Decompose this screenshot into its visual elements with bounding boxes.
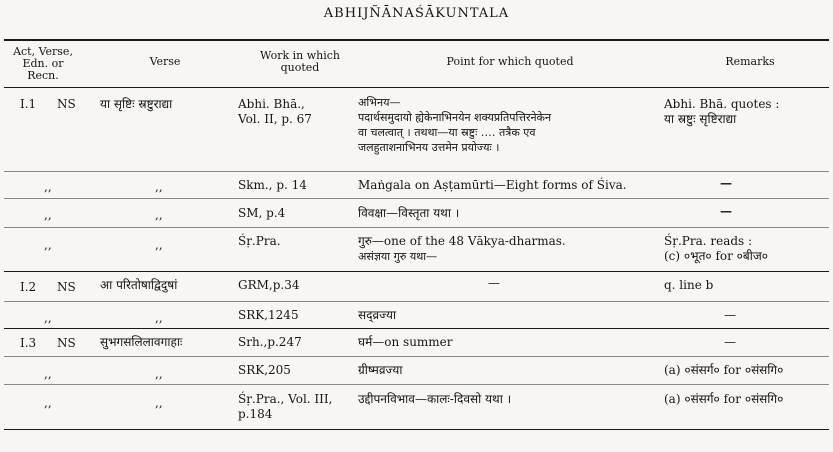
- work-cell: Śṛ.Pra., Vol. III, p.184: [238, 392, 333, 421]
- verse-cell: आ परितोषाद्विदुषां: [100, 278, 178, 292]
- act-cell: I.3: [20, 336, 37, 350]
- header-act-verse: Act, Verse, Edn. or Recn.: [13, 45, 73, 82]
- act-cell: I.1: [20, 97, 37, 111]
- ns-cell: NS: [57, 336, 76, 350]
- ns-cell: NS: [57, 97, 76, 111]
- remarks-cell: q. line b: [664, 278, 714, 292]
- row-divider: [4, 198, 829, 199]
- work-cell: SM, p.4: [238, 206, 286, 220]
- verse-cell: या सृष्टिः स्रष्टुराद्या: [100, 97, 173, 111]
- remarks-cell: —: [724, 308, 736, 322]
- header-remarks: Remarks: [725, 55, 775, 68]
- verse-cell: ,,: [155, 367, 163, 381]
- work-cell: Skm., p. 14: [238, 178, 307, 192]
- act-cell: ,,: [44, 208, 52, 222]
- header-work: Work in which quoted: [260, 49, 340, 74]
- verse-cell: ,,: [155, 208, 163, 222]
- row-divider: [4, 384, 829, 385]
- remarks-cell: (a) ०संसर्ग० for ०संसगि०: [664, 363, 784, 377]
- header-rule: [4, 87, 829, 88]
- act-cell: ,,: [44, 367, 52, 381]
- point-cell: गुरु—one of the 48 Vākya-dharmas. असंज्ञया गुरु यथा—: [358, 234, 566, 263]
- work-cell: Śṛ.Pra.: [238, 234, 281, 248]
- header-point: Point for which quoted: [446, 55, 574, 68]
- point-cell: उद्दीपनविभाव—कालः-दिवसो यथा ।: [358, 392, 512, 406]
- remarks-cell: —: [720, 204, 732, 218]
- verse-cell: ,,: [155, 180, 163, 194]
- work-cell: SRK,1245: [238, 308, 299, 322]
- act-cell: ,,: [44, 238, 52, 252]
- act-cell: ,,: [44, 311, 52, 325]
- work-cell: SRK,205: [238, 363, 291, 377]
- work-cell: GRM,p.34: [238, 278, 300, 292]
- remarks-cell: —: [724, 335, 736, 349]
- act-cell: ,,: [44, 180, 52, 194]
- point-cell: —: [488, 276, 500, 290]
- remarks-cell: —: [720, 176, 732, 190]
- row-divider: [4, 227, 829, 228]
- verse-cell: ,,: [155, 238, 163, 252]
- act-cell: ,,: [44, 396, 52, 410]
- act-cell: I.2: [20, 280, 37, 294]
- ns-cell: NS: [57, 280, 76, 294]
- work-cell: Abhi. Bhā., Vol. II, p. 67: [238, 97, 312, 126]
- page-title: ABHIJÑĀNAŚĀKUNTALA: [323, 6, 510, 21]
- top-rule: [4, 39, 829, 41]
- group-divider: [4, 271, 829, 272]
- group-divider: [4, 328, 829, 329]
- bottom-rule: [4, 429, 829, 430]
- point-cell: ग्रीष्मव्रज्या: [358, 363, 403, 377]
- remarks-cell: Abhi. Bhā. quotes : या स्रष्टुः सृष्टिराद्या: [664, 97, 780, 126]
- verse-cell: सुभगसलिलावगाहाः: [100, 335, 183, 349]
- point-cell: सद्व्रज्या: [358, 308, 397, 322]
- remarks-cell: Śṛ.Pra. reads : (c) ०भूत० for ०बीज०: [664, 234, 769, 263]
- row-divider: [4, 356, 829, 357]
- point-cell: अभिनय— पदार्थसमुदायो ह्येकेनाभिनयेन शक्यप्रतिपत्तिरनेकेन वा चलत्वात् । तथथा—या स्रष्टुः ‥‥ तत्रैक एव जलहुताशनाभिनय उत्तमेन प्रयोज्यः ।: [358, 96, 552, 154]
- point-cell: विवक्षा—विस्तृता यथा ।: [358, 206, 460, 220]
- header-verse: Verse: [149, 55, 181, 68]
- point-cell: घर्म—on summer: [358, 335, 453, 349]
- remarks-cell: (a) ०संसर्ग० for ०संसगि०: [664, 392, 784, 406]
- point-cell: Maṅgala on Aṣṭamūrti—Eight forms of Śiva.: [358, 178, 627, 192]
- row-divider: [4, 301, 829, 302]
- work-cell: Srh.,p.247: [238, 335, 302, 349]
- verse-cell: ,,: [155, 311, 163, 325]
- verse-cell: ,,: [155, 396, 163, 410]
- row-divider: [4, 171, 829, 172]
